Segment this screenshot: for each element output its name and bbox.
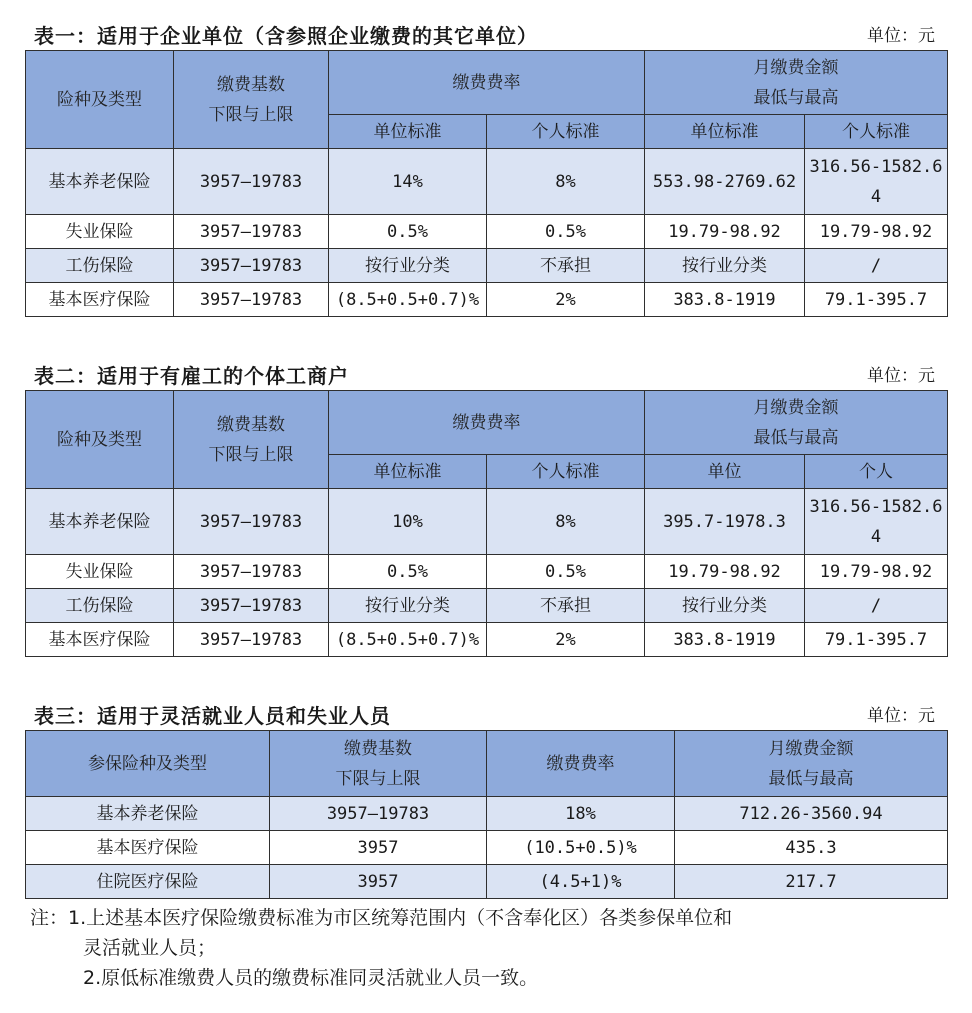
table-cell: (8.5+0.5+0.7)% <box>329 623 487 657</box>
table-cell: 按行业分类 <box>645 249 805 283</box>
table-cell: 3957—19783 <box>270 797 487 831</box>
table-cell: 3957—19783 <box>174 215 329 249</box>
table-row <box>26 283 948 317</box>
table-row <box>26 249 948 283</box>
table2-header-amount-unit: 单位 <box>645 455 805 489</box>
table2-header-amount-person: 个人 <box>805 455 948 489</box>
table-cell: 3957—19783 <box>174 283 329 317</box>
table3-header-type: 参保险种及类型 <box>26 731 270 797</box>
table-cell: 383.8-1919 <box>645 283 805 317</box>
table2-header-rate: 缴费费率 <box>329 391 645 455</box>
table-cell: 19.79-98.92 <box>645 215 805 249</box>
table-cell: 3957—19783 <box>174 149 329 215</box>
table-cell: 2% <box>487 283 645 317</box>
table-cell: 19.79-98.92 <box>645 555 805 589</box>
table-cell: 3957—19783 <box>174 555 329 589</box>
table2-caption <box>30 358 935 388</box>
table-cell: 不承担 <box>487 249 645 283</box>
row-label: 住院医疗保险 <box>26 865 270 899</box>
table-cell: 14% <box>329 149 487 215</box>
table-row <box>26 489 948 555</box>
table-cell: 0.5% <box>329 555 487 589</box>
row-label: 基本医疗保险 <box>26 283 174 317</box>
table-cell: 217.7 <box>675 865 948 899</box>
row-label: 基本医疗保险 <box>26 831 270 865</box>
notes <box>30 903 950 993</box>
table3-header-base: 缴费基数 下限与上限 <box>270 731 487 797</box>
row-label: 工伤保险 <box>26 589 174 623</box>
table-cell: 3957—19783 <box>174 623 329 657</box>
table-row <box>26 623 948 657</box>
row-label: 基本医疗保险 <box>26 623 174 657</box>
table-cell: 3957 <box>270 831 487 865</box>
row-label: 基本养老保险 <box>26 489 174 555</box>
table-row <box>26 149 948 215</box>
table-cell: 按行业分类 <box>329 589 487 623</box>
table-cell: (8.5+0.5+0.7)% <box>329 283 487 317</box>
table2-header-rate-person: 个人标准 <box>487 455 645 489</box>
table-cell: 2% <box>487 623 645 657</box>
table1-header-rate-unit: 单位标准 <box>329 115 487 149</box>
table2-title: 表二：适用于有雇工的个体工商户 <box>34 364 349 388</box>
table3 <box>25 730 948 899</box>
table3-caption <box>30 698 935 728</box>
table-cell: 8% <box>487 149 645 215</box>
table-cell: 0.5% <box>487 215 645 249</box>
table1-caption <box>30 18 935 48</box>
table-cell: 316.56-1582.64 <box>805 489 948 555</box>
table-cell: / <box>805 589 948 623</box>
table-cell: (4.5+1)% <box>487 865 675 899</box>
table1-header-rate-person: 个人标准 <box>487 115 645 149</box>
table-cell: 712.26-3560.94 <box>675 797 948 831</box>
table-row <box>26 555 948 589</box>
table1-header-rate: 缴费费率 <box>329 51 645 115</box>
table1-header-amount-unit: 单位标准 <box>645 115 805 149</box>
table1-title: 表一：适用于企业单位（含参照企业缴费的其它单位） <box>34 24 538 48</box>
table-cell: 383.8-1919 <box>645 623 805 657</box>
row-label: 失业保险 <box>26 215 174 249</box>
table3-header-amount: 月缴费金额 最低与最高 <box>675 731 948 797</box>
table-cell: 435.3 <box>675 831 948 865</box>
table1-header-amount-person: 个人标准 <box>805 115 948 149</box>
table1-header-base: 缴费基数 下限与上限 <box>174 51 329 149</box>
table-cell: 不承担 <box>487 589 645 623</box>
row-label: 工伤保险 <box>26 249 174 283</box>
table-row <box>26 215 948 249</box>
table2-unit: 单位：元 <box>867 366 935 386</box>
table-cell: 按行业分类 <box>329 249 487 283</box>
table-cell: 3957—19783 <box>174 589 329 623</box>
table2-header-rate-unit: 单位标准 <box>329 455 487 489</box>
note-line-2: 灵活就业人员； <box>83 937 217 959</box>
table-cell: 按行业分类 <box>645 589 805 623</box>
table3-title: 表三：适用于灵活就业人员和失业人员 <box>34 704 391 728</box>
table-cell: 553.98-2769.62 <box>645 149 805 215</box>
table3-header-rate: 缴费费率 <box>487 731 675 797</box>
row-label: 基本养老保险 <box>26 149 174 215</box>
table-cell: 3957—19783 <box>174 249 329 283</box>
table-cell: 3957—19783 <box>174 489 329 555</box>
table1 <box>25 50 948 317</box>
table-cell: 10% <box>329 489 487 555</box>
table2 <box>25 390 948 657</box>
table-cell: 19.79-98.92 <box>805 555 948 589</box>
note-line-1: 注：1.上述基本医疗保险缴费标准为市区统筹范围内（不含奉化区）各类参保单位和 <box>30 907 733 929</box>
note-line-3: 2.原低标准缴费人员的缴费标准同灵活就业人员一致。 <box>83 967 539 989</box>
table-row <box>26 797 948 831</box>
table-row <box>26 589 948 623</box>
table-cell: 79.1-395.7 <box>805 283 948 317</box>
table-cell: 3957 <box>270 865 487 899</box>
table-cell: 18% <box>487 797 675 831</box>
table-cell: 0.5% <box>329 215 487 249</box>
table-cell: / <box>805 249 948 283</box>
table2-header-type: 险种及类型 <box>26 391 174 489</box>
table-cell: (10.5+0.5)% <box>487 831 675 865</box>
table-row <box>26 865 948 899</box>
table2-header-base: 缴费基数 下限与上限 <box>174 391 329 489</box>
table-cell: 395.7-1978.3 <box>645 489 805 555</box>
table2-header-amount: 月缴费金额 最低与最高 <box>645 391 948 455</box>
table1-unit: 单位：元 <box>867 26 935 46</box>
table1-header-amount: 月缴费金额 最低与最高 <box>645 51 948 115</box>
row-label: 基本养老保险 <box>26 797 270 831</box>
table-cell: 0.5% <box>487 555 645 589</box>
table-cell: 79.1-395.7 <box>805 623 948 657</box>
table3-unit: 单位：元 <box>867 706 935 726</box>
table1-header-type: 险种及类型 <box>26 51 174 149</box>
table-cell: 19.79-98.92 <box>805 215 948 249</box>
table-cell: 8% <box>487 489 645 555</box>
table-cell: 316.56-1582.64 <box>805 149 948 215</box>
row-label: 失业保险 <box>26 555 174 589</box>
table-row <box>26 831 948 865</box>
